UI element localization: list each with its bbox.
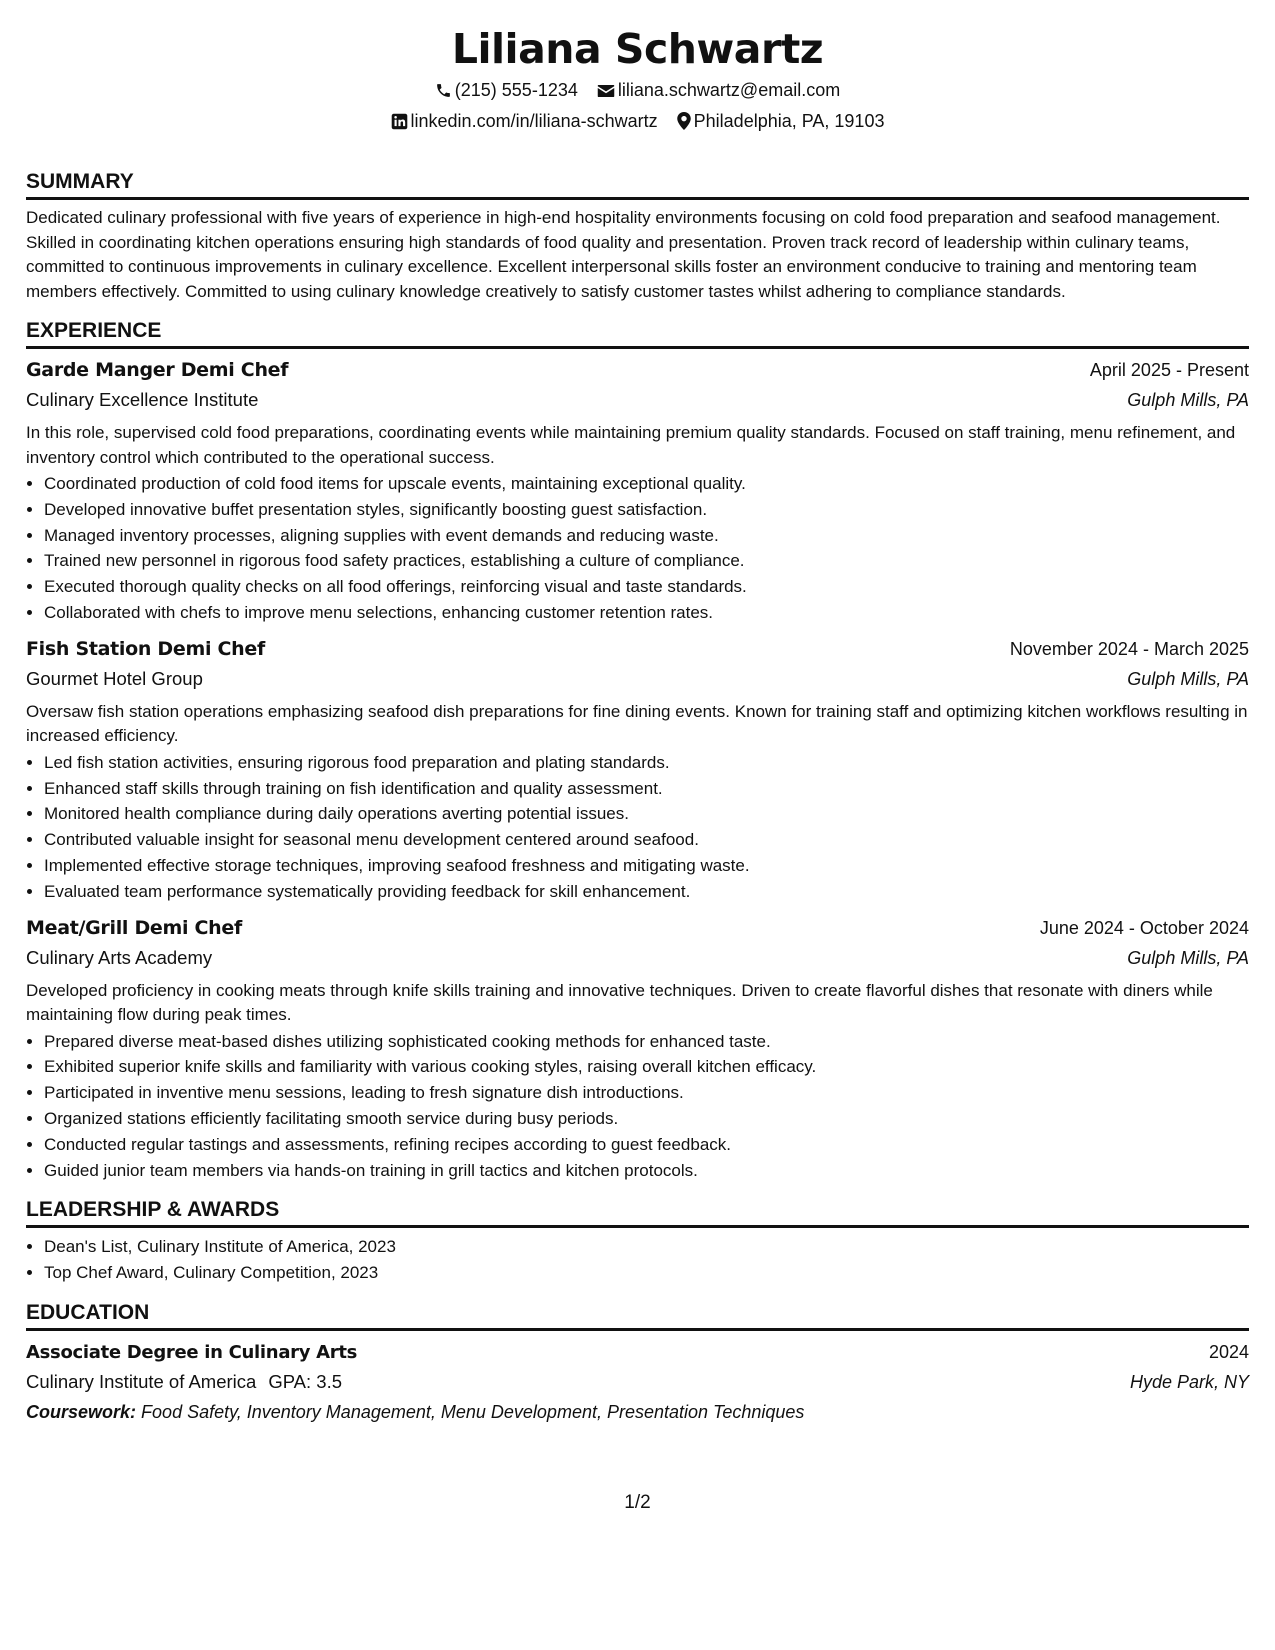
job-bullets (26, 1029, 1249, 1184)
job-dates: June 2024 - October 2024 (1039, 917, 1249, 938)
job-location: Gulph Mills, PA (1127, 668, 1249, 689)
list-item: • Evaluated team performance systematically providing feedback for skill enhancement. (44, 879, 1249, 905)
job-location: Gulph Mills, PA (1127, 947, 1249, 968)
list-item: • Led fish station activities, ensuring rigorous food preparation and plating standards. (44, 750, 1249, 776)
job-org: Culinary Excellence Institute (26, 389, 259, 410)
phone-icon (435, 82, 452, 99)
candidate-name: Liliana Schwartz (451, 25, 824, 73)
summary-text: Dedicated culinary professional with five years of experience in high-end hospitality environments focusing on cold food preparation and seafood management. Skilled in coordinating kitchen operations ensuring high standards of food quality and presentation. Proven track record of leadership within culinary teams, committed to continuous improvements in culinary excellence. Excellent interpersonal skills foster an environment conducive to training and mentoring team members effectively. Committed to using culinary knowledge creatively to satisfy customer tastes whilst adhering to compliance standards. (26, 208, 1221, 301)
job-org: Gourmet Hotel Group (26, 667, 203, 689)
job-header (26, 634, 1249, 664)
job-description: In this role, supervised cold food preparations, coordinating events while maintaining premium quality standards. Focused on staff training, menu refinement, and inventory control which contributed to the operational success. (26, 423, 1236, 467)
phone-text: (215) 555-1234 (454, 80, 578, 100)
job-dates: November 2024 - March 2025 (1009, 638, 1249, 659)
linkedin-icon (391, 113, 408, 130)
experience-section (26, 318, 1249, 1183)
contact-line-1 (26, 78, 1249, 102)
envelope-icon (597, 83, 615, 99)
linkedin-text[interactable]: linkedin.com/in/liliana-schwartz (410, 111, 658, 131)
section-title: LEADERSHIP & AWARDS (26, 1197, 1249, 1228)
email-contact[interactable] (597, 78, 840, 102)
list-item: • Developed innovative buffet presentation styles, significantly boosting guest satisfaction. (44, 497, 1249, 523)
location-text: Philadelphia, PA, 19103 (693, 111, 885, 131)
list-item: • Guided junior team members via hands-on training in grill tactics and kitchen protocols. (44, 1158, 1249, 1184)
list-item: • Contributed valuable insight for seasonal menu development centered around seafood. (44, 827, 1249, 853)
list-item: • Enhanced staff skills through training on fish identification and quality assessment. (44, 776, 1249, 802)
school-line (26, 1367, 342, 1397)
list-item: • Monitored health compliance during daily operations averting potential issues. (44, 801, 1249, 827)
location-contact (677, 109, 885, 133)
list-item: • Organized stations efficiently facilitating smooth service during busy periods. (44, 1106, 1249, 1132)
school-name: Culinary Institute of America (26, 1370, 257, 1392)
list-item: • Managed inventory processes, aligning supplies with event demands and reducing waste. (44, 523, 1249, 549)
job-dates: April 2025 - Present (1089, 360, 1249, 380)
resume-page (26, 0, 1249, 1427)
email-text[interactable]: liliana.schwartz@email.com (617, 80, 841, 100)
job-description: Oversaw fish station operations emphasizing seafood dish preparations for fine dining events. Known for training staff and optimizing kitchen workflows resulting in increased efficiency. (26, 701, 1248, 746)
section-title: SUMMARY (26, 169, 1249, 200)
list-item: • Executed thorough quality checks on all food offerings, reinforcing visual and taste standards. (44, 574, 1249, 600)
list-item: • Top Chef Award, Culinary Competition, 2023 (44, 1260, 1249, 1286)
contact-line-2 (26, 109, 1249, 133)
leadership-section (26, 1197, 1249, 1286)
section-title: EDUCATION (26, 1300, 1249, 1331)
job-header (26, 355, 1249, 385)
summary-section (26, 169, 1249, 304)
job-entry (26, 355, 1249, 626)
education-section (26, 1300, 1249, 1427)
job-title: Fish Station Demi Chef (26, 637, 265, 660)
map-pin-icon (677, 112, 691, 130)
linkedin-contact[interactable] (391, 109, 658, 133)
list-item: • Collaborated with chefs to improve menu selections, enhancing customer retention rates. (44, 600, 1249, 626)
coursework-list: Food Safety, Inventory Management, Menu Development, Presentation Techniques (141, 1401, 805, 1422)
list-item: • Dean's List, Culinary Institute of America, 2023 (44, 1234, 1249, 1260)
coursework (26, 1397, 1249, 1427)
job-bullets (26, 471, 1249, 626)
gpa: GPA: 3.5 (268, 1370, 343, 1392)
job-entry (26, 913, 1249, 1184)
job-entry (26, 634, 1249, 905)
education-year: 2024 (1208, 1341, 1249, 1362)
job-title: Meat/Grill Demi Chef (26, 916, 242, 939)
list-item: • Prepared diverse meat-based dishes utilizing sophisticated cooking methods for enhanced taste. (44, 1029, 1249, 1055)
job-location: Gulph Mills, PA (1127, 390, 1249, 410)
job-header (26, 913, 1249, 943)
list-item: • Conducted regular tastings and assessments, refining recipes according to guest feedback. (44, 1132, 1249, 1158)
degree-title: Associate Degree in Culinary Arts (26, 1341, 358, 1363)
page-number: 1/2 (624, 1492, 651, 1513)
phone-contact (435, 78, 578, 102)
education-subheader (26, 1367, 1249, 1397)
list-item: • Trained new personnel in rigorous food safety practices, establishing a culture of compliance. (44, 548, 1249, 574)
coursework-label: Coursework: (26, 1401, 137, 1422)
list-item: • Implemented effective storage techniques, improving seafood freshness and mitigating waste. (44, 853, 1249, 879)
job-description: Developed proficiency in cooking meats through knife skills training and innovative techniques. Driven to create flavorful dishes that resonate with diners while maintaining flow during peak times. (26, 980, 1213, 1025)
job-org: Culinary Arts Academy (26, 946, 213, 968)
job-subheader (26, 664, 1249, 694)
job-title: Garde Manger Demi Chef (26, 359, 289, 381)
list-item: • Participated in inventive menu sessions, leading to fresh signature dish introductions. (44, 1080, 1249, 1106)
education-header (26, 1337, 1249, 1367)
section-title: EXPERIENCE (26, 318, 1249, 349)
job-subheader (26, 385, 1249, 415)
job-subheader (26, 943, 1249, 973)
list-item: • Coordinated production of cold food items for upscale events, maintaining exceptional quality. (44, 471, 1249, 497)
job-bullets (26, 750, 1249, 905)
list-item: • Exhibited superior knife skills and familiarity with various cooking styles, raising overall kitchen efficacy. (44, 1054, 1249, 1080)
awards-list (26, 1234, 1249, 1286)
education-location: Hyde Park, NY (1129, 1371, 1249, 1392)
